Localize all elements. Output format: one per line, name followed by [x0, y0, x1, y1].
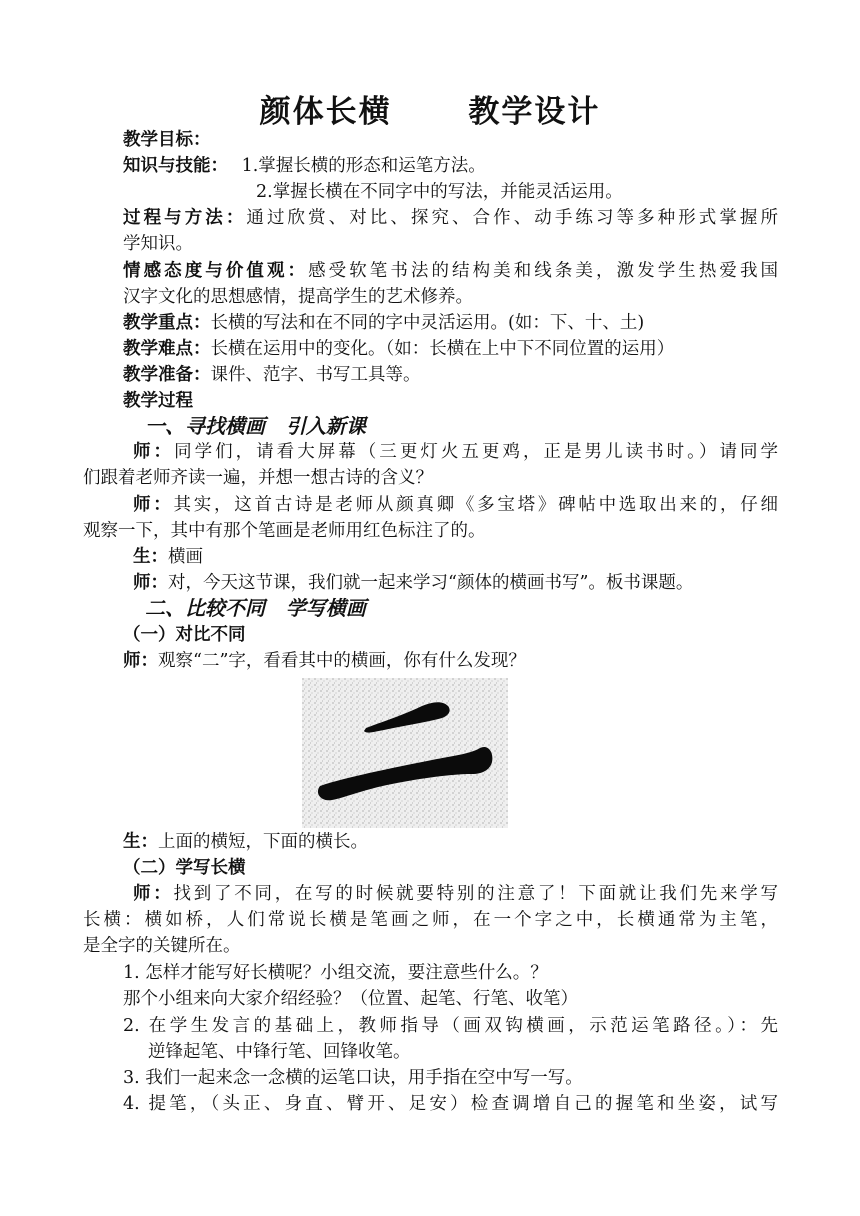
list-item-3-text: 我们一起来念一念横的运笔口诀，用手指在空中写一写。 [145, 1068, 583, 1088]
calligraphy-image [302, 678, 508, 828]
teacher-line-5 [133, 882, 778, 906]
teacher-line-2 [133, 493, 778, 517]
subsection-2-heading: （二）学写长横 [123, 858, 246, 878]
list-item-4-number: 4. [123, 1094, 140, 1114]
list-item-3 [123, 1066, 583, 1090]
teacher-text-5b: 长横：横如桥，人们常说长横是笔画之师，在一个字之中，长横通常为主笔， [83, 910, 778, 930]
teacher-line-1 [133, 440, 778, 464]
process-label: 过程与方法： [123, 208, 247, 228]
list-item-3-number: 3. [123, 1068, 140, 1088]
student-line-2 [123, 830, 368, 854]
teacher-label-3: 师： [133, 573, 168, 593]
list-item-1-text: 怎样才能写好长横呢？小组交流，要注意些什么。？ [145, 963, 548, 983]
difficulty-line [123, 337, 674, 361]
skill-item-2: 2.掌握长横在不同字中的写法，并能灵活运用。 [256, 182, 623, 202]
skill-line-1 [123, 154, 486, 178]
emotion-line-1 [123, 259, 778, 283]
teacher-text-5a: 找到了不同，在写的时候就要特别的注意了！下面就让我们先来学写 [173, 884, 778, 904]
list-item-2-number: 2. [123, 1016, 140, 1036]
subsection-1-heading: （一）对比不同 [123, 625, 246, 645]
student-text-2: 上面的横短，下面的横长。 [158, 832, 368, 852]
section-1-heading: 一、寻找横画 引入新课 [145, 414, 366, 438]
prep-label: 教学准备： [123, 365, 211, 385]
list-item-1-number: 1. [123, 963, 140, 983]
teacher-label-2: 师： [133, 495, 174, 515]
emotion-text-1: 感受软笔书法的结构美和线条美，激发学生热爱我国 [308, 261, 779, 281]
student-line-1 [133, 545, 203, 569]
process-text-1: 通过欣赏、对比、探究、合作、动手练习等多种形式掌握所 [246, 208, 779, 228]
list-item-1 [123, 961, 548, 985]
process-heading: 教学过程 [123, 391, 193, 411]
teacher-text-2b: 观察一下，其中有那个笔画是老师用红色标注了的。 [83, 521, 486, 541]
teacher-text-2a: 其实，这首古诗是老师从颜真卿《多宝塔》碑帖中选取出来的，仔细 [173, 495, 778, 515]
key-label: 教学重点： [123, 313, 211, 333]
process-text-2: 学知识。 [123, 234, 193, 254]
difficulty-text: 长横在运用中的变化。（如：长横在上中下不同位置的运用） [210, 339, 675, 359]
list-item-1-continuation: 那个小组来向大家介绍经验？（位置、起笔、行笔、收笔） [123, 989, 578, 1009]
teacher-text-5c: 是全字的关键所在。 [83, 936, 241, 956]
section-2-heading: 二、比较不同 学写横画 [145, 596, 366, 620]
student-text-1: 横画 [168, 547, 203, 567]
list-item-2 [123, 1014, 778, 1038]
emotion-text-2: 汉字文化的思想感情，提高学生的艺术修养。 [123, 287, 473, 307]
list-item-4 [123, 1092, 778, 1116]
key-line [123, 311, 644, 335]
document-title: 颜体长横 教学设计 [259, 94, 601, 130]
goals-heading: 教学目标： [123, 130, 211, 150]
teacher-label-5: 师： [133, 884, 174, 904]
emotion-label: 情感态度与价值观： [123, 261, 309, 281]
teacher-line-4 [123, 649, 526, 673]
teacher-text-4: 观察“二”字，看看其中的横画，你有什么发现？ [158, 651, 526, 671]
skill-item-1: 1.掌握长横的形态和运笔方法。 [241, 156, 486, 176]
list-item-4-text: 提笔，（头正、身直、臂开、足安）检查调增自己的握笔和坐姿，试写 [148, 1094, 778, 1114]
difficulty-label: 教学难点： [123, 339, 211, 359]
teacher-label-1: 师： [133, 442, 175, 462]
teacher-line-3 [133, 571, 693, 595]
prep-text: 课件、范字、书写工具等。 [210, 365, 421, 385]
teacher-label-4: 师： [123, 651, 158, 671]
process-line-1 [123, 206, 778, 230]
teacher-text-1b: 们跟着老师齐读一遍，并想一想古诗的含义？ [83, 468, 433, 488]
skill-label: 知识与技能： [123, 156, 228, 176]
key-text: 长横的写法和在不同的字中灵活运用。(如：下、十、土) [210, 313, 645, 333]
student-label-2: 生： [123, 832, 158, 852]
prep-line [123, 363, 421, 387]
student-label-1: 生： [133, 547, 168, 567]
teacher-text-1a: 同学们，请看大屏幕（三更灯火五更鸡，正是男儿读书时。）请同学 [174, 442, 779, 462]
list-item-2-text-a: 在学生发言的基础上，教师指导（画双钩横画，示范运笔路径。）：先 [148, 1016, 778, 1036]
teacher-text-3: 对，今天这节课，我们就一起来学习“颜体的横画书写”。板书课题。 [168, 573, 694, 593]
list-item-2-text-b: 逆锋起笔、中锋行笔、回锋收笔。 [148, 1042, 411, 1062]
